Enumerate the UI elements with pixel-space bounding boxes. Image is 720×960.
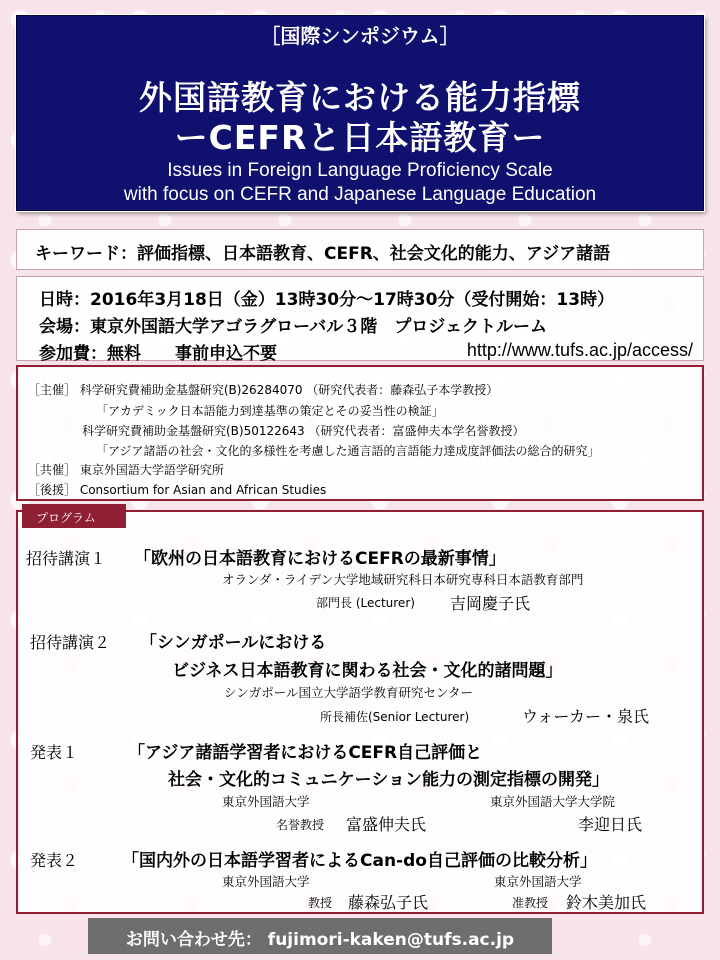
- host-line-4: 「アジア諸語の社会・文化的多様性を考慮した通言語的言語能力達成度評価法の総合的研究」: [96, 444, 600, 458]
- title-banner: [16, 15, 704, 211]
- pres1-title-line-2: 社会・文化的コミュニケーション能力の測定指標の開発」: [168, 770, 609, 790]
- english-title-line-1: Issues in Foreign Language Proficiency Scale: [167, 160, 553, 181]
- pres1-affiliation-a: 東京外国語大学: [222, 794, 310, 809]
- event-datetime: 日時：2016年3月18日（金）13時30分～17時30分（受付開始：13時）: [39, 290, 615, 310]
- event-venue: 会場：東京外国語大学アゴラグローバル３階 プロジェクトルーム: [39, 317, 547, 337]
- talk2-affiliation: シンガポール国立大学語学教育研究センター: [224, 685, 473, 700]
- talk1-title: 「欧州の日本語教育におけるCEFRの最新事情」: [134, 549, 506, 569]
- pres1-role-a: 名誉教授: [276, 818, 325, 832]
- talk1-affiliation: オランダ・ライデン大学地域研究科日本研究専科日本語教育部門: [222, 572, 584, 587]
- event-fee: 参加費：無料 事前申込不要: [39, 344, 277, 364]
- talk2-title-line-1: 「シンガポールにおける: [140, 633, 327, 653]
- title-line-2: ーCEFRと日本語教育ー: [174, 118, 546, 157]
- contact-bar: お問い合わせ先： fujimori-kaken@tufs.ac.jp: [88, 918, 552, 954]
- talk1-speaker: 吉岡慶子氏: [450, 594, 531, 613]
- host-line-1: ［主催］ 科学研究費補助金基盤研究(B)26284070 （研究代表者：藤森弘子本学教授）: [28, 383, 499, 397]
- pres1-speaker-a: 富盛伸夫氏: [346, 815, 427, 834]
- support-line: ［後援］ Consortium for Asian and African Studies: [28, 483, 327, 497]
- organizers-box: [16, 365, 704, 501]
- pres2-label: 発表２: [30, 851, 79, 870]
- event-type-label: ［国際シンポジウム］: [260, 24, 460, 48]
- pres1-label: 発表１: [30, 743, 79, 762]
- english-title-line-2: with focus on CEFR and Japanese Language Education: [123, 184, 597, 205]
- talk2-label: 招待講演２: [30, 633, 111, 652]
- cohost-line: ［共催］ 東京外国語大学語学研究所: [28, 463, 224, 477]
- pres2-speaker-b: 鈴木美加氏: [566, 893, 647, 912]
- talk1-role: 部門長 (Lecturer): [316, 596, 415, 610]
- keywords-box: [16, 229, 704, 270]
- talk2-title-line-2: ビジネス日本語教育に関わる社会・文化的諸問題」: [172, 661, 563, 681]
- pres2-speaker-a: 藤森弘子氏: [348, 893, 429, 912]
- access-url-link[interactable]: http://www.tufs.ac.jp/access/: [466, 340, 693, 360]
- talk2-speaker: ウォーカー・泉氏: [522, 707, 650, 726]
- pres2-role-b: 准教授: [512, 896, 549, 910]
- program-box: [16, 510, 704, 914]
- pres1-speaker-b: 李迎日氏: [578, 815, 643, 834]
- talk2-role: 所長補佐(Senior Lecturer): [320, 710, 470, 724]
- event-info-box: [16, 276, 704, 364]
- pres2-role-a: 教授: [308, 896, 333, 910]
- program-tab-label: プログラム: [22, 504, 126, 528]
- talk1-label: 招待講演１: [26, 549, 107, 568]
- pres2-affiliation-a: 東京外国語大学: [222, 874, 310, 889]
- host-line-3: 科学研究費補助金基盤研究(B)50122643 （研究代表者：富盛伸夫本学名誉教授）: [82, 424, 525, 438]
- title-line-1: 外国語教育における能力指標: [139, 78, 581, 117]
- pres1-title-line-1: 「アジア諸語学習者におけるCEFR自己評価と: [128, 743, 483, 763]
- host-line-2: 「アカデミック日本語能力到達基準の策定とその妥当性の検証」: [96, 404, 444, 418]
- keywords-text: キーワード：評価指標、日本語教育、CEFR、社会文化的能力、アジア諸語: [35, 244, 611, 264]
- pres1-affiliation-b: 東京外国語大学大学院: [490, 794, 616, 809]
- pres2-affiliation-b: 東京外国語大学: [494, 874, 582, 889]
- pres2-title: 「国内外の日本語学習者によるCan-do自己評価の比較分析」: [122, 851, 597, 871]
